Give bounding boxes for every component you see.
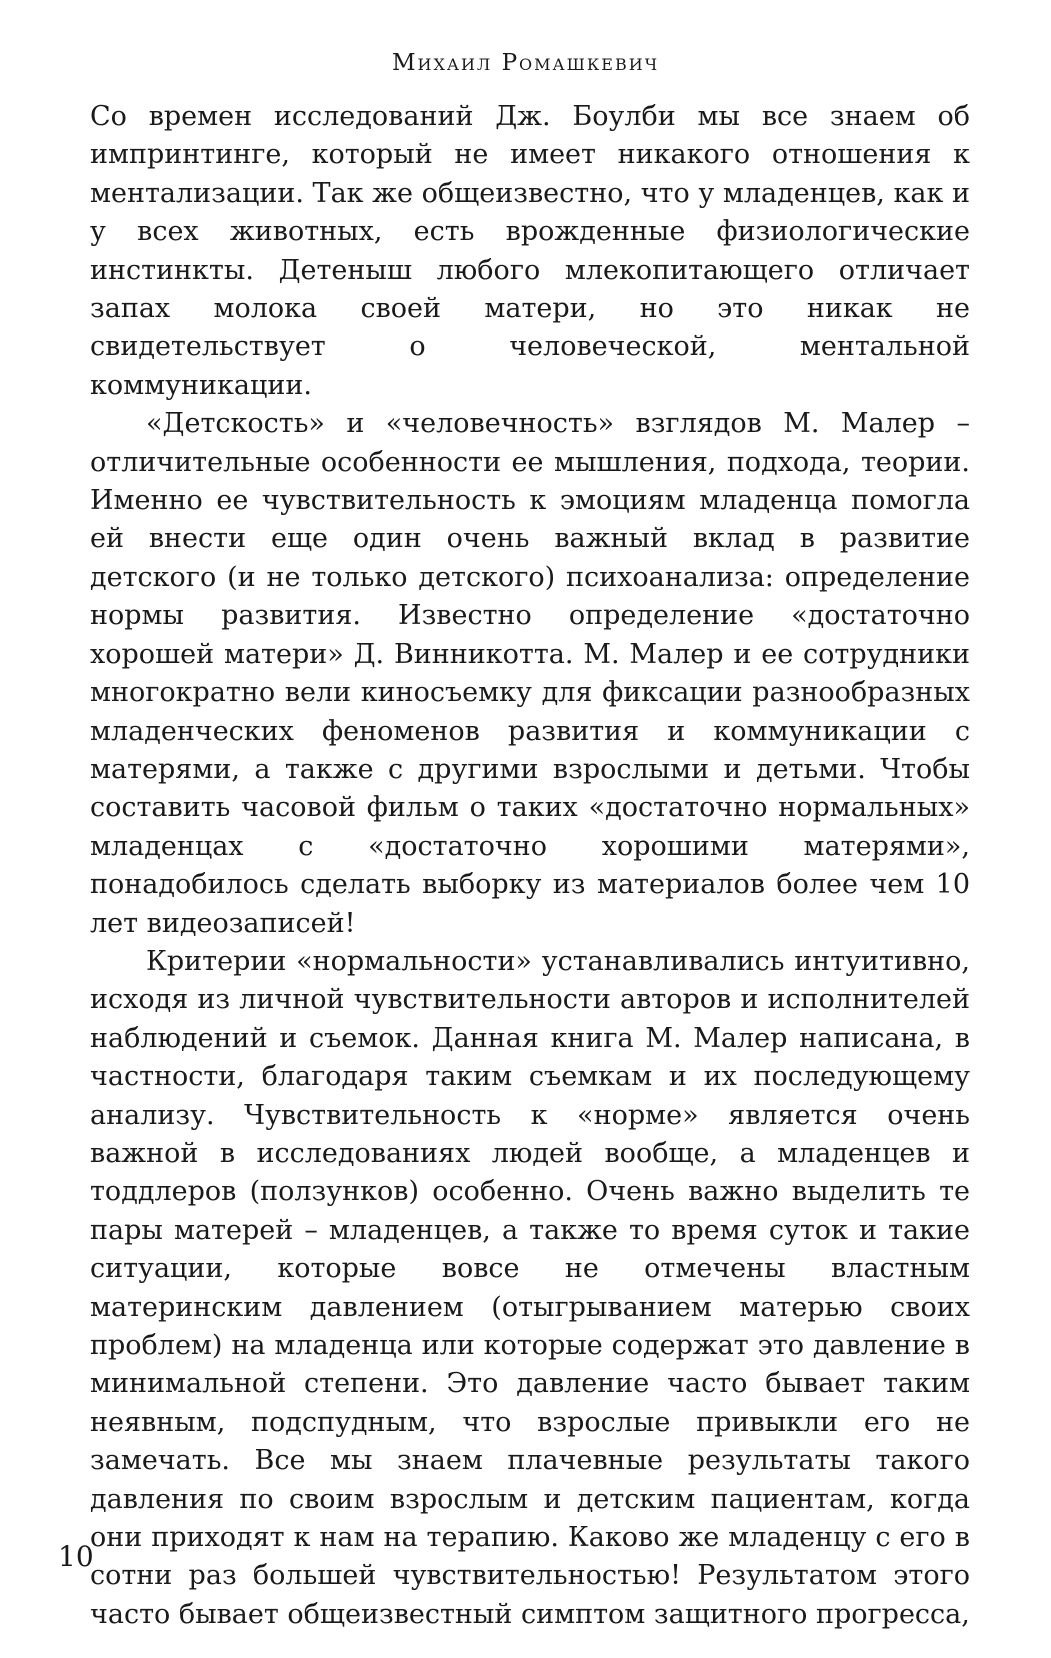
paragraph-1: Со времен исследований Дж. Боулби мы все знаем об импринтинге, который не имеет никакого отношения к ментализации. Так же общеизвестно, что у младенцев, как и у всех животных, есть врожденные физиологические инстинкты. Детеныш любого млекопитающего отличает запах молока своей матери, но это никак не свидетельствует о человеческой, ментальной коммуникации. [90, 101, 970, 401]
paragraph-2: «Детскость» и «человечность» взглядов М. Малер – отличительные особенности ее мышления, подхода, теории. Именно ее чувствительность к эмоциям младенца помогла ей внести еще один очень важный вклад в развитие детского (и не только детского) психоанализа: определение нормы развития. Известно определение «достаточно хорошей матери» Д. Винникотта. М. Малер и ее сотрудники многократно вели киносъемку для фиксации разнообразных младенческих феноменов развития и коммуникации с матерями, а также с другими взрослыми и детьми. Чтобы составить часовой фильм о таких «достаточно нормальных» младенцах с «достаточно хорошими матерями», понадобилось сделать выборку из материалов более чем 10 лет видеозаписей! [90, 408, 970, 939]
paragraph-3: Критерии «нормальности» устанавливались интуитивно, исходя из личной чувствительности авторов и исполнителей наблюдений и съемок. Данная книга М. Малер написана, в частности, благодаря таким съемкам и их последующему анализу. Чувствительность к «норме» является очень важной в исследованиях людей вообще, а младенцев и тоддлеров (ползунков) особенно. Очень важно выделить те пары матерей – младенцев, а также то время суток и такие ситуации, которые вовсе не отмечены властным материнским давлением (отыгрыванием матерью своих проблем) на младенца или которые содержат это давление в минимальной степени. Это давление часто бывает таким неявным, подспудным, что взрослые привыкли его не замечать. Все мы знаем плачевные результаты такого давления по своим взрослым и детским пациентам, когда они приходят к нам на терапию. Каково же младенцу с его в сотни раз большей чувствительностью! Результатом этого часто бывает общеизвестный симптом защитного прогресса, [90, 945, 970, 1630]
page-number: 10 [58, 1540, 94, 1573]
body-text [90, 98, 970, 1634]
running-head: Михаил Ромашкевич [391, 50, 660, 76]
